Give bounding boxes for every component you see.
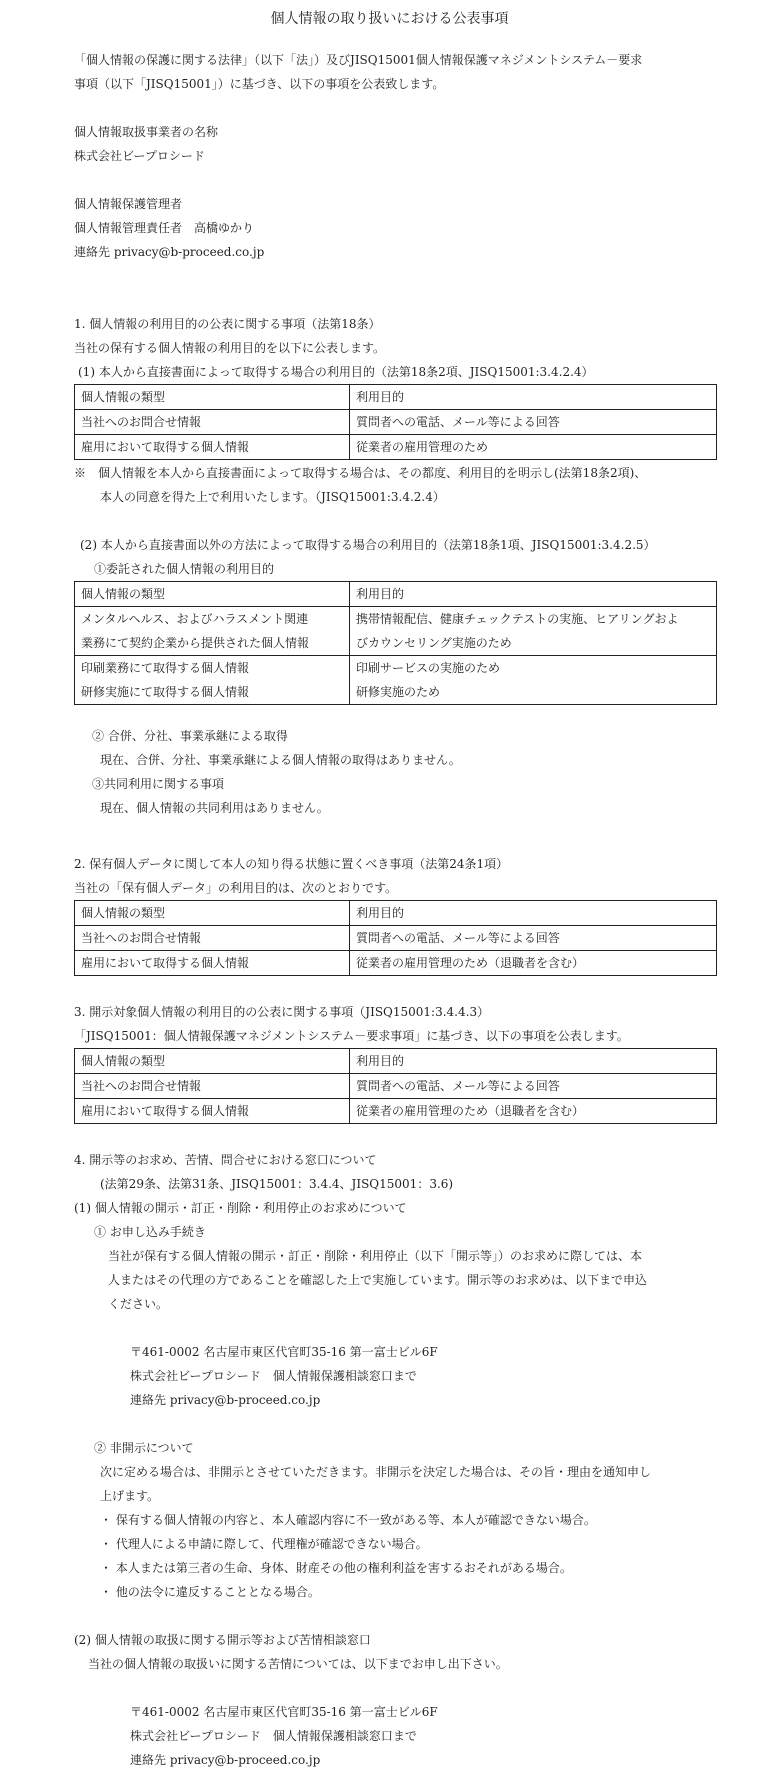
table-header-row bbox=[75, 901, 717, 926]
table-header-cell: 個人情報の類型 bbox=[75, 582, 350, 607]
cell-line: メンタルヘルス、およびハラスメント関連 bbox=[81, 612, 309, 626]
table-header-cell: 個人情報の類型 bbox=[75, 1049, 350, 1074]
address-1-line-1: 〒461-0002 名古屋市東区代官町35-16 第一富士ビル6F bbox=[130, 1345, 438, 1359]
manager-line: 個人情報管理責任者 高橋ゆかり bbox=[74, 221, 255, 235]
table-2 bbox=[74, 581, 717, 705]
table-row bbox=[75, 656, 717, 705]
intro-line-1: 「個人情報の保護に関する法律」（以下「法」）及びJISQ15001個人情報保護マネジメントシステム－要求 bbox=[74, 53, 643, 67]
cell-line: びカウンセリング実施のため bbox=[356, 636, 512, 650]
table-cell: 質問者への電話、メール等による回答 bbox=[350, 926, 717, 951]
merger-text: 現在、合併、分社、事業承継による個人情報の取得はありません。 bbox=[100, 753, 461, 767]
section-4-sub2: (2) 個人情報の取扱に関する開示等および苦情相談窓口 bbox=[74, 1633, 371, 1647]
procedure-heading: ① お申し込み手続き bbox=[94, 1225, 206, 1239]
list-item: ・ 本人または第三者の生命、身体、財産その他の権利利益を害するおそれがある場合。 bbox=[100, 1561, 572, 1575]
table-cell bbox=[350, 656, 717, 705]
list-item: ・ 保有する個人情報の内容と、本人確認内容に不一致がある等、本人が確認できない場合。 bbox=[100, 1513, 596, 1527]
table-cell: 当社へのお問合せ情報 bbox=[75, 926, 350, 951]
cell-line: 業務にて契約企業から提供された個人情報 bbox=[81, 636, 310, 650]
section-4-ref: (法第29条、法第31条、JISQ15001：3.4.4、JISQ15001：3.6) bbox=[100, 1177, 454, 1191]
section-4-heading: 4. 開示等のお求め、苦情、問合せにおける窓口について bbox=[74, 1153, 377, 1167]
table-cell bbox=[75, 656, 350, 705]
table-cell: 当社へのお問合せ情報 bbox=[75, 410, 350, 435]
table-row bbox=[75, 435, 717, 460]
table-cell bbox=[75, 607, 350, 656]
section-1-heading: 1. 個人情報の利用目的の公表に関する事項（法第18条） bbox=[74, 317, 381, 331]
page-title: 個人情報の取り扱いにおける公表事項 bbox=[270, 11, 509, 27]
address-1-line-2: 株式会社ビープロシード 個人情報保護相談窓口まで bbox=[130, 1369, 417, 1383]
joint-text: 現在、個人情報の共同利用はありません。 bbox=[100, 801, 329, 815]
table-row bbox=[75, 607, 717, 656]
nondisclosure-text-1: 次に定める場合は、非開示とさせていただきます。非開示を決定した場合は、その旨・理由を通知申し bbox=[100, 1465, 652, 1479]
table-cell: 雇用において取得する個人情報 bbox=[75, 951, 350, 976]
table-header-cell: 利用目的 bbox=[350, 901, 717, 926]
cell-line: 研修実施のため bbox=[356, 685, 441, 699]
nondisclosure-text-2: 上げます。 bbox=[100, 1489, 160, 1503]
table-header-cell: 個人情報の類型 bbox=[75, 385, 350, 410]
table-row bbox=[75, 951, 717, 976]
cell-line: 印刷業務にて取得する個人情報 bbox=[81, 661, 250, 675]
table-cell: 雇用において取得する個人情報 bbox=[75, 435, 350, 460]
section-4-sub1: (1) 個人情報の開示・訂正・削除・利用停止のお求めについて bbox=[74, 1201, 407, 1215]
nondisclosure-heading: ② 非開示について bbox=[94, 1441, 194, 1455]
table-header-row bbox=[75, 582, 717, 607]
table-header-cell: 利用目的 bbox=[350, 1049, 717, 1074]
table-row bbox=[75, 926, 717, 951]
list-item: ・ 他の法令に違反することとなる場合。 bbox=[100, 1585, 320, 1599]
cell-line: 印刷サービスの実施のため bbox=[356, 661, 501, 675]
section-2-heading: 2. 保有個人データに関して本人の知り得る状態に置くべき事項（法第24条1項） bbox=[74, 857, 509, 871]
intro-line-2: 事項（以下「JISQ15001」）に基づき、以下の事項を公表致します。 bbox=[74, 77, 445, 91]
table-row bbox=[75, 410, 717, 435]
section-1-sub2a: ①委託された個人情報の利用目的 bbox=[94, 562, 275, 576]
table-header-cell: 利用目的 bbox=[350, 582, 717, 607]
cell-line: 携帯情報配信、健康チェックテストの実施、ヒアリングおよ bbox=[356, 612, 679, 626]
operator-name: 株式会社ビープロシード bbox=[74, 149, 205, 163]
joint-heading: ③共同利用に関する事項 bbox=[92, 777, 225, 791]
note-line-2: 本人の同意を得た上で利用いたします。（JISQ15001:3.4.2.4） bbox=[100, 490, 445, 504]
table-1 bbox=[74, 384, 717, 460]
section-1-sub1: (1) 本人から直接書面によって取得する場合の利用目的（法第18条2項、JISQ15001:3.4.2.4） bbox=[78, 365, 594, 379]
table-cell: 雇用において取得する個人情報 bbox=[75, 1099, 350, 1124]
table-row bbox=[75, 1074, 717, 1099]
table-cell: 従業者の雇用管理のため（退職者を含む） bbox=[350, 951, 717, 976]
address-2-line-1: 〒461-0002 名古屋市東区代官町35-16 第一富士ビル6F bbox=[130, 1705, 438, 1719]
list-item: ・ 代理人による申請に際して、代理権が確認できない場合。 bbox=[100, 1537, 428, 1551]
table-cell bbox=[350, 607, 717, 656]
table-header-cell: 個人情報の類型 bbox=[75, 901, 350, 926]
section-3-heading: 3. 開示対象個人情報の利用目的の公表に関する事項（JISQ15001:3.4.4.3） bbox=[74, 1005, 490, 1019]
section-1-lead: 当社の保有する個人情報の利用目的を以下に公表します。 bbox=[74, 341, 386, 355]
procedure-text-1: 当社が保有する個人情報の開示・訂正・削除・利用停止（以下「開示等」）のお求めに際しては、本 bbox=[108, 1249, 643, 1263]
operator-heading: 個人情報取扱事業者の名称 bbox=[74, 125, 219, 139]
table-row bbox=[75, 1099, 717, 1124]
table-header-row bbox=[75, 385, 717, 410]
cell-line: 研修実施にて取得する個人情報 bbox=[81, 685, 250, 699]
table-cell: 従業者の雇用管理のため bbox=[350, 435, 717, 460]
table-cell: 質問者への電話、メール等による回答 bbox=[350, 410, 717, 435]
table-cell: 質問者への電話、メール等による回答 bbox=[350, 1074, 717, 1099]
procedure-text-3: ください。 bbox=[108, 1297, 169, 1311]
address-2-line-3: 連絡先 privacy@b-proceed.co.jp bbox=[130, 1753, 321, 1767]
address-2-line-2: 株式会社ビープロシード 個人情報保護相談窓口まで bbox=[130, 1729, 417, 1743]
manager-heading: 個人情報保護管理者 bbox=[74, 197, 183, 211]
table-3 bbox=[74, 900, 717, 976]
manager-contact: 連絡先 privacy@b-proceed.co.jp bbox=[74, 245, 265, 259]
address-1-line-3: 連絡先 privacy@b-proceed.co.jp bbox=[130, 1393, 321, 1407]
table-cell: 従業者の雇用管理のため（退職者を含む） bbox=[350, 1099, 717, 1124]
table-cell: 当社へのお問合せ情報 bbox=[75, 1074, 350, 1099]
section-3-lead: 「JISQ15001：個人情報保護マネジメントシステム－要求事項」に基づき、以下の事項を公表します。 bbox=[74, 1029, 629, 1043]
section-4-sub2-text: 当社の個人情報の取扱いに関する苦情については、以下までお申し出下さい。 bbox=[88, 1657, 508, 1671]
merger-heading: ② 合併、分社、事業承継による取得 bbox=[92, 729, 288, 743]
table-header-cell: 利用目的 bbox=[350, 385, 717, 410]
section-2-lead: 当社の「保有個人データ」の利用目的は、次のとおりです。 bbox=[74, 881, 398, 895]
note-line-1: ※ 個人情報を本人から直接書面によって取得する場合は、その都度、利用目的を明示し(法第18条2項)、 bbox=[74, 466, 647, 480]
section-1-sub2: (2) 本人から直接書面以外の方法によって取得する場合の利用目的（法第18条1項、JISQ15001:3.4.2.5） bbox=[80, 538, 656, 552]
procedure-text-2: 人またはその代理の方であることを確認した上で実施しています。開示等のお求めは、以下まで申込 bbox=[108, 1273, 648, 1287]
table-header-row bbox=[75, 1049, 717, 1074]
table-4 bbox=[74, 1048, 717, 1124]
